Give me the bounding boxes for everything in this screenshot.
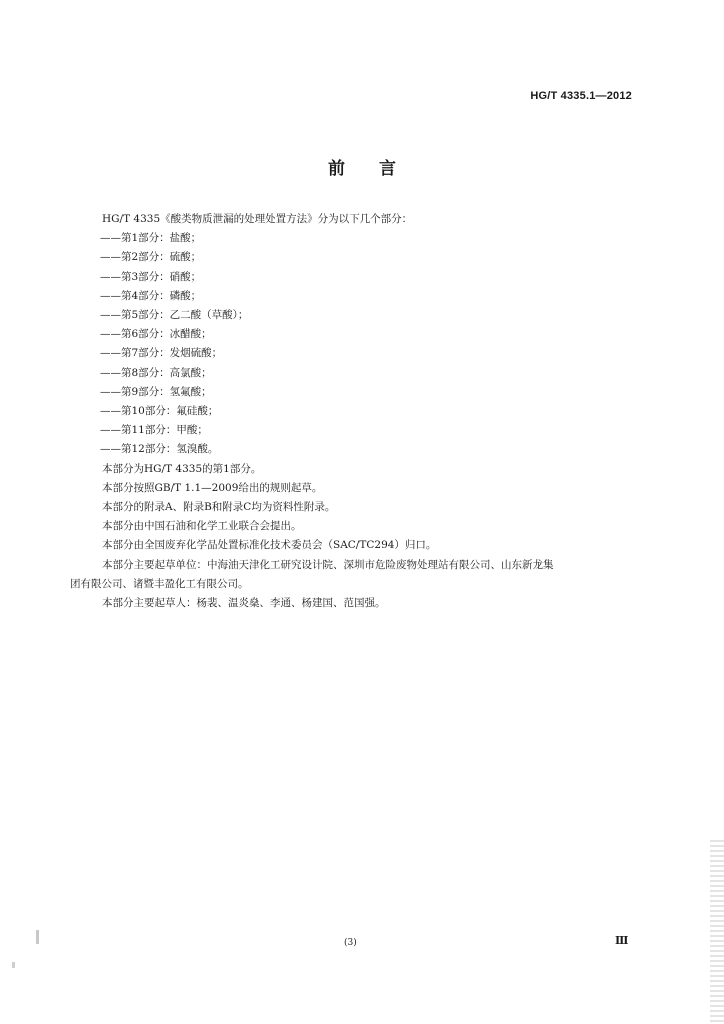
paragraph-proposed-by: 本部分由中国石油和化学工业联合会提出。 <box>102 520 302 533</box>
parts-list <box>86 229 646 459</box>
page-title: 前言 <box>328 159 430 179</box>
list-item: ——第9部分：氢氟酸； <box>100 385 212 398</box>
scan-mark <box>12 962 15 968</box>
intro-paragraph: HG/T 4335《酸类物质泄漏的处理处置方法》分为以下几个部分： <box>102 213 413 225</box>
paragraph-drafting-units: 本部分主要起草单位：中海油天津化工研究设计院、深圳市危险废物处理站有限公司、山东新龙集 <box>102 558 554 571</box>
list-item: ——第10部分：氟硅酸； <box>100 405 219 418</box>
paragraph-annexes: 本部分的附录A、附录B和附录C均为资料性附录。 <box>102 501 336 514</box>
document-code: HG/T 4335.1—2012 <box>530 90 632 102</box>
list-item: ——第7部分：发烟硫酸； <box>100 347 223 360</box>
scan-edge-noise <box>710 840 724 1024</box>
paragraph-drafting-rules: 本部分按照GB/T 1.1—2009给出的规则起草。 <box>102 481 323 494</box>
list-item: ——第4部分：磷酸； <box>100 289 202 302</box>
paragraph-drafting-units-continued: 团有限公司、诸暨丰盈化工有限公司。 <box>70 577 249 590</box>
paragraph-part-statement: 本部分为HG/T 4335的第1部分。 <box>102 462 262 475</box>
list-item: ——第11部分：甲酸； <box>100 424 208 437</box>
paragraph-drafters: 本部分主要起草人：杨裴、温炎燊、李通、杨建国、范国强。 <box>102 597 386 610</box>
list-item: ——第2部分：硫酸； <box>100 251 202 264</box>
scan-mark <box>36 930 39 944</box>
list-item: ——第8部分：高氯酸； <box>100 366 212 379</box>
footer-center-mark: (3) <box>344 938 357 948</box>
document-body <box>70 210 646 613</box>
list-item: ——第12部分：氢溴酸。 <box>100 443 219 456</box>
page-number: Ⅲ <box>615 934 629 947</box>
list-item: ——第6部分：冰醋酸； <box>100 328 212 341</box>
list-item: ——第3部分：硝酸； <box>100 270 202 283</box>
paragraph-under-jurisdiction: 本部分由全国废弃化学品处置标准化技术委员会（SAC/TC294）归口。 <box>102 539 437 552</box>
list-item: ——第5部分：乙二酸（草酸）； <box>100 309 249 322</box>
list-item: ——第1部分：盐酸； <box>100 232 202 245</box>
